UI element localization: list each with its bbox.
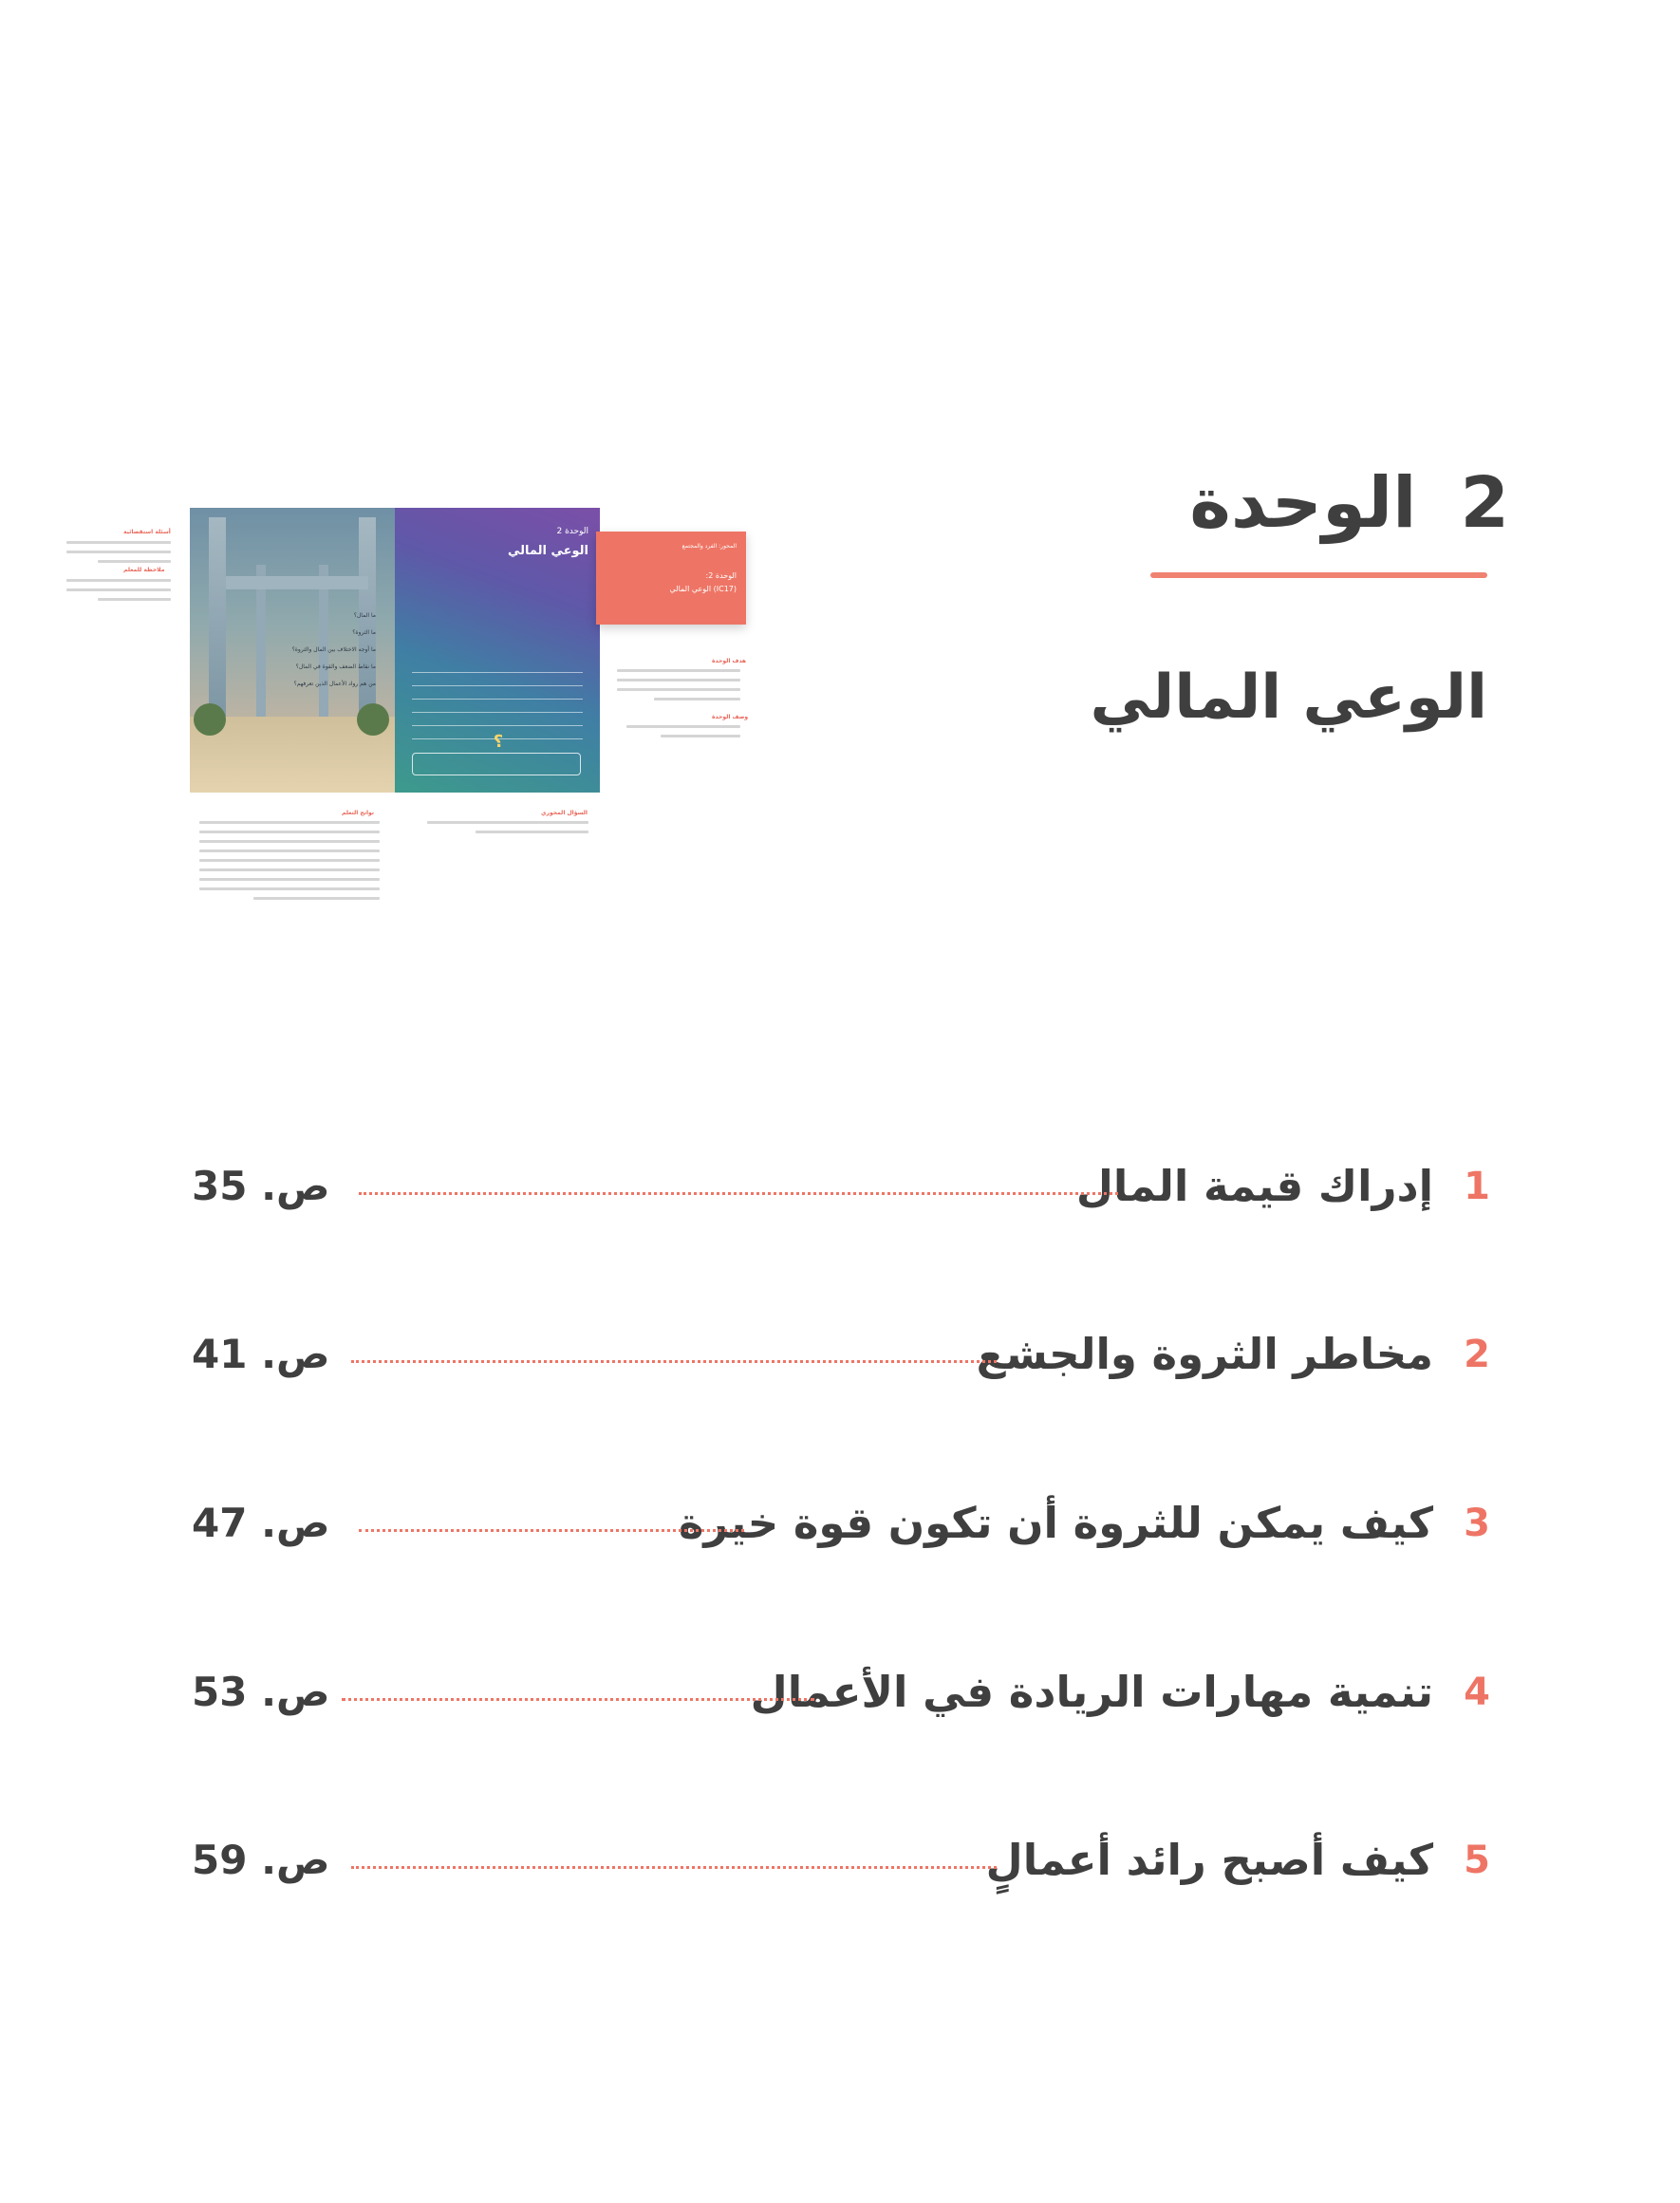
thumb-panel-question-box bbox=[412, 753, 581, 775]
lesson-title[interactable]: مخاطر الثروة والجشع bbox=[976, 1329, 1433, 1379]
thumb-photo-page bbox=[190, 508, 395, 793]
dot-leader bbox=[342, 1698, 814, 1701]
lesson-page: ص. 53 bbox=[192, 1669, 330, 1715]
unit-number: 2 bbox=[1460, 462, 1509, 544]
question-mark-icon: ؟ bbox=[493, 732, 504, 752]
thumb-text-block bbox=[626, 725, 740, 744]
thumb-heading-goal: هدف الوحدة bbox=[712, 658, 747, 664]
thumb-card-title: (IC17) الوعي المالي bbox=[669, 585, 737, 593]
thumb-heading-central-question: السؤال المحوري bbox=[541, 810, 588, 816]
lesson-title[interactable]: كيف يمكن للثروة أن تكون قوة خيرة bbox=[678, 1498, 1433, 1548]
thumb-text-block bbox=[66, 579, 171, 607]
thumb-heading-outcomes: نواتج التعلم bbox=[342, 810, 375, 816]
dot-leader bbox=[359, 1192, 1118, 1195]
thumb-text-block bbox=[66, 541, 171, 569]
unit-heading-underline bbox=[1150, 572, 1487, 578]
thumb-caption: من هم رواد الأعمال الذين تعرفهم؟ bbox=[293, 681, 376, 687]
dot-leader bbox=[351, 1866, 997, 1869]
thumb-caption: ما الثروة؟ bbox=[352, 629, 376, 636]
lesson-page: ص. 59 bbox=[192, 1837, 330, 1883]
unit-label: الوحدة bbox=[1189, 462, 1417, 544]
lesson-row[interactable] bbox=[0, 1485, 1680, 1561]
dot-leader bbox=[351, 1360, 997, 1363]
thumb-heading-teacher-note: ملاحظة للمعلم bbox=[123, 567, 165, 573]
thumb-orange-card bbox=[596, 532, 746, 625]
lesson-number: 4 bbox=[1464, 1671, 1490, 1714]
thumb-card-theme: المحور: الفرد والمجتمع bbox=[681, 543, 737, 550]
thumb-heading-inquiry: أسئلة استقصائية bbox=[123, 529, 171, 535]
unit-title: الوعي المالي bbox=[1090, 663, 1487, 733]
lesson-row[interactable] bbox=[0, 1822, 1680, 1898]
thumb-text-block bbox=[617, 669, 740, 707]
thumb-panel-lessons bbox=[412, 662, 583, 741]
lesson-title[interactable]: تنمية مهارات الريادة في الأعمال bbox=[750, 1667, 1433, 1717]
unit-heading bbox=[1189, 446, 1509, 560]
thumb-unit-panel bbox=[395, 508, 600, 793]
thumb-text-block bbox=[427, 821, 588, 840]
thumb-card-unit: الوحدة 2: bbox=[705, 571, 737, 580]
lesson-row[interactable] bbox=[0, 1654, 1680, 1730]
lesson-number: 3 bbox=[1464, 1502, 1490, 1545]
lesson-row[interactable] bbox=[0, 1316, 1680, 1392]
lesson-page: ص. 35 bbox=[192, 1163, 330, 1209]
lesson-page: ص. 41 bbox=[192, 1331, 330, 1377]
lesson-number: 2 bbox=[1464, 1333, 1490, 1376]
unit-spread-thumbnail bbox=[57, 489, 759, 954]
thumb-caption: ما المال؟ bbox=[353, 612, 376, 619]
thumb-panel-title: الوعي المالي bbox=[507, 544, 588, 558]
lesson-title[interactable]: إدراك قيمة المال bbox=[1075, 1161, 1433, 1211]
thumb-caption: ما نقاط الضعف والقوة في المال؟ bbox=[295, 663, 376, 670]
lesson-row[interactable] bbox=[0, 1148, 1680, 1224]
lesson-title[interactable]: كيف أصبح رائد أعمالٍ bbox=[985, 1835, 1433, 1885]
lesson-number: 1 bbox=[1464, 1165, 1490, 1208]
thumb-caption: ما أوجه الاختلاف بين المال والثروة؟ bbox=[291, 646, 376, 653]
dot-leader bbox=[359, 1529, 744, 1532]
thumb-panel-unit: الوحدة 2 bbox=[556, 527, 588, 536]
lesson-number: 5 bbox=[1464, 1839, 1490, 1882]
thumb-text-block bbox=[199, 821, 380, 906]
thumb-heading-description: وصف الوحدة bbox=[712, 714, 749, 720]
lesson-page: ص. 47 bbox=[192, 1500, 330, 1546]
